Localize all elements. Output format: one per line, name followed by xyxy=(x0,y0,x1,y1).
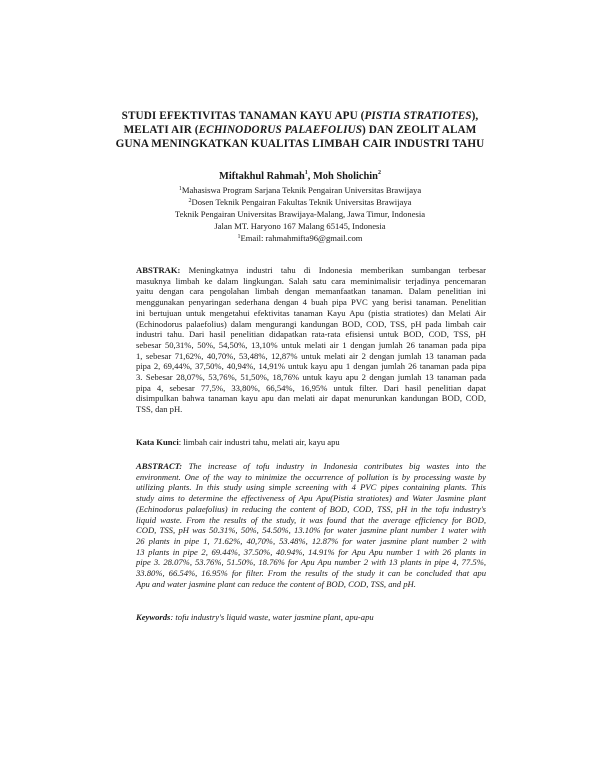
abstrak-line: TSS, dan pH. xyxy=(136,404,183,415)
abstract-line: ABSTRACT: The increase of tofu industry in Indonesia contributes big wastes into the xyxy=(136,461,486,471)
abstrak-line: pipa 4, sebesar 77,5%, 33,80%, 66,54%, 16,95% untuk filter. Dari hasil penelitian dapat xyxy=(136,382,486,393)
keywords: Keywords: tofu industry's liquid waste, water jasmine plant, apu-apu xyxy=(136,612,374,622)
affiliation-1: $^1$Mahasiswa Program Sarjana Teknik Pengairan Universitas Brawijaya xyxy=(178,185,422,195)
abstrak-line: industri tahu. Dari hasil penelitian didapatkan rata-rata efisiensi untuk BOD, COD, TSS, pH xyxy=(136,329,486,340)
abstract-line: 13 plants in pipe 2, 69.44%, 37.50%, 40.94%, 14.91% for Apu Apu number 1 with 26 plants in xyxy=(136,546,486,557)
affiliation-3: Teknik Pengairan Universitas Brawijaya-Malang, Jawa Timur, Indonesia xyxy=(174,209,426,219)
title-line-2: MELATI AIR (ECHINODORUS PALAEFOLIUS) DAN ZEOLIT ALAM xyxy=(123,124,477,136)
title-line-3: GUNA MENINGKATKAN KUALITAS LIMBAH CAIR INDUSTRI TAHU xyxy=(115,138,485,150)
abstract-line: 26 plants in pipe 1, 71.62%, 40,70%, 53.48%, 12.87% for water jasmine plant number 2 with xyxy=(136,535,486,546)
affiliation-2: $^2$Dosen Teknik Pengairan Fakultas Teknik Universitas Brawijaya xyxy=(188,197,412,207)
abstrak-line: disimpulkan bahwa tanaman kayu apu dan melati air dapat menurunkan kandungan BOD, COD, xyxy=(136,393,486,404)
abstrak-paragraph xyxy=(136,265,486,415)
paper-title xyxy=(90,109,510,151)
abstrak-line: ABSTRAK: Meningkatnya industri tahu di Indonesia memberikan sumbangan terbesar xyxy=(136,265,486,275)
author-list: Miftakhul Rahmah$^1$, Moh Sholichin$^2$ xyxy=(219,170,381,182)
author-email: $^1$Email: rahmahmifta96@gmail.com xyxy=(237,233,363,243)
abstract-line: (Echinodorus palaefolius) in reducing the content of BOD, COD, TSS, pH in the tofu industry's xyxy=(136,503,486,514)
abstrak-line: 3. Sebesar 28,07%, 53,76%, 51,50%, 18,76% untuk kayu apu 2 dengan jumlah 13 tanaman pada xyxy=(136,372,486,383)
kata-kunci: Kata Kunci: limbah cair industri tahu, melati air, kayu apu xyxy=(136,437,340,447)
abstrak-line: 1, sebesar 71,62%, 40,70%, 53,48%, 12,87% untuk melati air 2 dengan jumlah 13 tanaman pada xyxy=(136,350,486,361)
title-line-1: STUDI EFEKTIVITAS TANAMAN KAYU APU (PISTIA STRATIOTES), xyxy=(121,110,479,122)
abstrak-line: ini bertujuan untuk mengetahui efektivitas tanaman Kayu Apu (pistia stratiotes) dan Melati Air xyxy=(136,307,486,318)
abstrak-line: menggunakan penyaringan sederhana dengan 4 buah pipa PVC yang berisi tanaman. Penelitian xyxy=(136,297,486,308)
abstract-line: 33.80%, 66.54%, 16.95% for filter. From the results of the study it can be concluded that apu xyxy=(136,568,486,579)
abstrak-line: masuknya limbah ke dalam lingkungan. Salah satu cara meminimalisir terjadinya pencemaran xyxy=(136,275,486,286)
abstrak-line: sebesar 50,31%, 50%, 54,50%, 13,10% untuk melati air 1 dengan jumlah 26 tanaman pada pipa xyxy=(136,339,486,350)
abstract-line: environment. One of the way to minimize the occurrence of pollution is by processing waste by xyxy=(136,471,486,482)
abstract-line: study aims to determine the effectiveness of Apu Apu(Pistia stratiotes) and Water Jasmine plant xyxy=(136,493,486,504)
abstrak-line: (Echinodorus palaefolius) dalam mengurangi kandungan BOD, COD, TSS, pH pada limbah cair xyxy=(136,318,486,329)
abstrak-line: pipa 2, 69,44%, 37,50%, 40,94%, 14,91% untuk kayu apu 1 dengan jumlah 26 tanaman pada pipa xyxy=(136,361,486,372)
abstract-line: utilizing plants. In this study using simple screening with 4 PVC pipes containing plants. This xyxy=(136,482,486,493)
abstract-line: liquid waste. From the results of the study, it was found that the average efficiency for BOD, xyxy=(136,514,486,525)
abstrak-line: yaitu dengan cara pengolahan limbah dengan memanfaatkan tanaman. Dalam penelitian ini xyxy=(136,286,486,297)
abstract-line: COD, TSS, pH was 50.31%, 50%, 54.50%, 13.10% for water jasmine plant number 1 water with xyxy=(136,525,486,536)
abstract-line: Apu and water jasmine plant can reduce the content of BOD, COD, TSS, and pH. xyxy=(136,578,416,589)
abstract-en-paragraph xyxy=(136,461,486,589)
abstract-line: pipe 3. 28.07%, 53.76%, 51.50%, 18.76% for Apu Apu number 2 with 13 plants in pipe 4, 77.5%, xyxy=(136,557,486,568)
affiliation-4: Jalan MT. Haryono 167 Malang 65145, Indonesia xyxy=(214,221,386,231)
